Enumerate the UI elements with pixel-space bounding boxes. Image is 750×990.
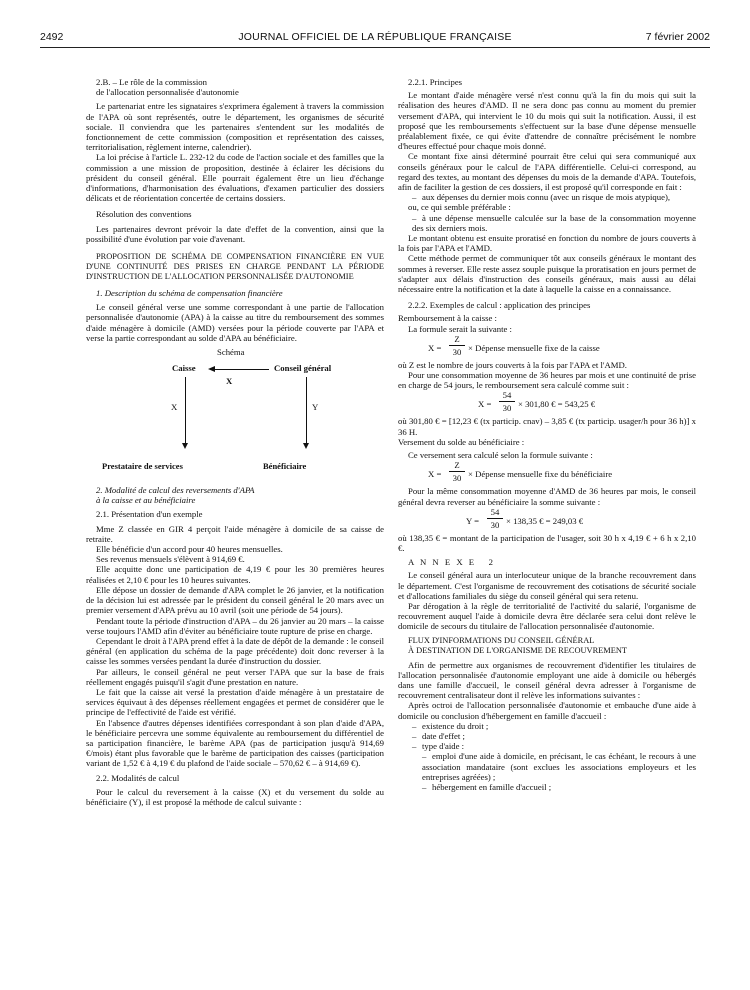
paragraph: Cependant le droit à l'APA prend effet à la date de dépôt de la demande : le conseil général (en application du schéma de la page précédente) doit donc reverser à la caisse les sommes versées pendant la durée d'instruction du dossier.: [86, 635, 384, 667]
paragraph: La formule serait la suivante :: [408, 323, 512, 334]
section-title: 2.2. Modalités de calcul: [96, 772, 180, 783]
formula: Y = 54 30 × 138,35 € = 249,03 €: [466, 506, 584, 530]
section-title: à la caisse et au bénéficiaire: [96, 495, 196, 506]
section-title: Résolution des conventions: [96, 209, 192, 220]
paragraph: Elle dépose un dossier de demande d'APA complet le 26 janvier, et la notification de la décision lui est adressée par le président du conseil général le 20 mars avec un premier versement d'APA prévu au 10 avril (soit une période de 54 jours).: [86, 584, 384, 616]
list-item: – emploi d'une aide à domicile, en précisant, le cas échéant, le recours à une association mandataire (sont exclues les associations employeurs et les entreprises agréées) ;: [422, 751, 696, 782]
section-title: 2.2.2. Exemples de calcul : application des principes: [408, 300, 591, 311]
journal-title: JOURNAL OFFICIEL DE LA RÉPUBLIQUE FRANÇAISE: [238, 31, 512, 43]
paragraph: Afin de permettre aux organismes de recouvrement d'identifier les titulaires de l'allocation personnalisée d'autonomie employant une aide à domicile ou hébergés dans une famille d'accueil, le conseil général devra adresser à l'organisme de recouvrement centralisateur dont il relève les informations suivantes :: [398, 659, 696, 701]
schema-caisse: Caisse: [172, 363, 196, 374]
paragraph: Ce versement sera calculé selon la formule suivante :: [408, 450, 593, 461]
left-column: [86, 77, 384, 807]
paragraph: Pour la même consommation moyenne d'AMD de 36 heures par mois, le conseil général devra reverser au bénéficiaire la somme suivante :: [398, 486, 696, 507]
fraction: Z 30: [449, 460, 465, 483]
paragraph: où 138,35 € = montant de la participation de l'usager, soit 30 h x 4,19 € + 6 h x 2,10 €.: [398, 532, 696, 553]
section-title: 2.2.1. Principes: [408, 77, 463, 87]
paragraph: où Z est le nombre de jours couverts à la fois par l'APA et l'AMD.: [398, 359, 627, 370]
page-header: [40, 28, 710, 46]
section-title: FLUX D'INFORMATIONS DU CONSEIL GÉNÉRAL: [408, 635, 595, 645]
fraction: 54 30: [499, 390, 515, 413]
publication-date: 7 février 2002: [645, 31, 710, 43]
list-item: – type d'aide :: [412, 741, 465, 752]
list-item: – date d'effet ;: [412, 730, 465, 741]
section-title: 1. Description du schéma de compensation financière: [96, 288, 283, 299]
arrow-down-icon: [303, 443, 309, 449]
list-item: – hébergement en famille d'accueil ;: [422, 781, 552, 792]
schema-y-right: Y: [312, 402, 319, 413]
paragraph: Elle bénéficie d'un accord pour 40 heures mensuelles.: [96, 544, 283, 555]
section-title: de l'allocation personnalisée d'autonomie: [96, 87, 239, 98]
formula: X = Z 30 × Dépense mensuelle fixe du bénéficiaire: [428, 460, 613, 484]
compensation-schema: [86, 347, 384, 485]
fraction: 54 30: [487, 507, 503, 530]
paragraph: En l'absence d'autres dépenses identifiées correspondant à son plan d'aide d'APA, le bénéficiaire percevra une somme équivalente au remboursement du différentiel de sa participation financière, le barème APA (pas de participation jusqu'à 914,69 €/mois) étant plus favorable que le barème de participation des caisses (participation variant de 1,52 € à 4,19 € du plafond de l'aide sociale – 570,62 € – à 914,69 €).: [86, 717, 384, 769]
paragraph: Pendant toute la période d'instruction d'APA – du 26 janvier au 20 mars – la caisse verse toujours l'AMD afin d'éviter au bénéficiaire toute rupture de prise en charge.: [86, 615, 384, 636]
right-column: [398, 77, 696, 792]
paragraph: Par ailleurs, le conseil général ne peut verser l'APA que sur la base de frais réellement engagés puisqu'il s'agit d'une prestation en nature.: [86, 666, 384, 687]
subheading: Remboursement à la caisse :: [398, 313, 497, 324]
paragraph: Ses revenus mensuels s'élèvent à 914,69 €.: [96, 554, 245, 565]
paragraph: ou, ce qui semble préférable :: [408, 202, 511, 213]
arrow-down-icon: [182, 443, 188, 449]
paragraph: Le conseil général aura un interlocuteur unique de la branche recouvrement dans le département. C'est l'organisme de recouvrement des cotisations de sécurité sociale et d'allocations familiales du siège du conseil général qui sera retenu.: [398, 570, 696, 601]
section-title: 2.B. – Le rôle de la commission: [96, 77, 207, 87]
paragraph: La loi précise à l'article L. 232-12 du code de l'action sociale et des familles que la commission a une mission de proposition, destinée à éclairer les décisions du président du conseil général. Elle pourrait également être un lieu d'échange d'informations, d'harmonisation des évaluations, d'examen particulier des dossiers délicats et de réorientation concertée de certains dossiers.: [86, 152, 384, 204]
paragraph: Ce montant fixe ainsi déterminé pourrait être celui qui sera communiqué aux conseils généraux pour le calcul de l'APA différentielle. Celui-ci correspond, au regard des textes, au montant des dépenses du mois de la demande d'APA. Toutefois, afin de faciliter la gestion de ces dossiers, il est proposé qu'il corresponde en fait :: [398, 151, 696, 193]
paragraph: Elle acquitte donc une participation de 4,19 € pour les 30 premières heures réalisées et 2,10 € pour les 10 heures suivantes.: [86, 564, 384, 585]
schema-conseil: Conseil général: [274, 363, 332, 374]
paragraph: Pour le calcul du reversement à la caisse (X) et du versement du solde au bénéficiaire (Y), il est proposé la méthode de calcul suivante :: [86, 786, 384, 807]
schema-line: [185, 377, 186, 443]
schema-title: Schéma: [217, 347, 245, 358]
paragraph: Après octroi de l'allocation personnalisée d'autonomie et embauche d'une aide à domicile ou conclusion d'hébergement en famille d'accueil :: [398, 700, 696, 721]
section-title: À DESTINATION DE L'ORGANISME DE RECOUVREMENT: [408, 645, 628, 655]
fraction: Z 30: [449, 334, 465, 357]
paragraph: Le partenariat entre les signataires s'exprimera également à travers la commission de l'APA où sont représentés, outre le département, les organismes de sécurité sociale. Il conviendra que les partenaires s'entendent sur les modalités de fonctionnement de cette commission (composition et représentation des caisses, territorialisation, règlement interne, calendrier).: [86, 101, 384, 153]
subheading: Versement du solde au bénéficiaire :: [398, 436, 525, 447]
formula: X = 54 30 × 301,80 € = 543,25 €: [478, 390, 596, 414]
paragraph: Le conseil général verse une somme correspondant à une partie de l'allocation personnalisée d'autonomie (APA) à la caisse au titre du remboursement des sommes d'aide ménagère à domicile (AMD) versées pour la période couverte par l'APA et verse la partie correspondant au solde d'APA au bénéficiaire.: [86, 302, 384, 343]
paragraph: Le montant obtenu est ensuite proratisé en fonction du nombre de jours couverts à la fois par l'APA et l'AMD.: [398, 233, 696, 254]
formula: X = Z 30 × Dépense mensuelle fixe de la caisse: [428, 333, 600, 357]
schema-x-mid: X: [226, 376, 233, 387]
annexe-title: A N N E X E 2: [408, 557, 495, 568]
schema-x-left: X: [171, 402, 178, 413]
paragraph: Le fait que la caisse ait versé la prestation d'aide ménagère à un prestataire de services équivaut à des dépenses réellement engagées et permet de considérer que le principe de l'effectivité de l'aide est vérifié.: [86, 686, 384, 718]
paragraph: Mme Z classée en GIR 4 perçoit l'aide ménagère à domicile de sa caisse de retraite.: [86, 523, 384, 544]
paragraph: Pour une consommation moyenne de 36 heures par mois et une continuité de prise en charge de 54 jours, le remboursement sera calculé comme suit :: [398, 370, 696, 391]
paragraph: Les partenaires devront prévoir la date d'effet de la convention, ainsi que la possibilité d'une évolution par voie d'avenant.: [86, 223, 384, 244]
schema-line: [306, 377, 307, 443]
schema-prestataire: Prestataire de services: [102, 461, 183, 472]
header-rule: [40, 47, 710, 48]
paragraph: Le montant d'aide ménagère versé n'est connu qu'à la fin du mois qui suit la réalisation des heures d'AMD. Il ne sera donc pas connu au moment du premier versement d'APA, qui intervient le 10 du mois qui suit la notification. Aussi, il est proposé que les remboursements s'effectuent sur la base d'une dépense mensuelle préalablement fixée, ce qui évite d'attendre de connaître précisément le nombre d'heures effectué pour chaque mois donné.: [398, 90, 696, 152]
schema-line: [214, 369, 269, 370]
list-item: – à une dépense mensuelle calculée sur la base de la consommation moyenne des six derniers mois.: [412, 212, 696, 233]
page-number: 2492: [40, 31, 64, 43]
list-item: – aux dépenses du dernier mois connu (avec un risque de mois atypique),: [412, 192, 671, 203]
paragraph: Par dérogation à la règle de territorialité de l'activité du salarié, l'organisme de recouvrement auquel l'aide à domicile devra être déclarée sera celui dont relève le domicile de secours du titulaire de l'allocation personnalisée d'autonomie.: [398, 600, 696, 632]
list-item: – existence du droit ;: [412, 720, 489, 731]
paragraph: où 301,80 € = [12,23 € (tx particip. cnav) – 3,85 € (tx particip. usager/h pour 36 h)] x 36 H.: [398, 416, 696, 437]
schema-beneficiaire: Bénéficiaire: [263, 461, 307, 472]
proposal-title: PROPOSITION DE SCHÉMA DE COMPENSATION FINANCIÈRE EN VUE D'UNE CONTINUITÉ DES PRISES EN CHARGE PENDANT LA PÉRIODE D'INSTRUCTION DE L'ALLOCATION PERSONNALISÉE D'AUTONOMIE: [86, 252, 384, 282]
paragraph: Cette méthode permet de communiquer tôt aux conseils généraux le montant des sommes à reverser. Elle reste assez souple puisque la proratisation en jours permet de s'adapter aux délais d'instruction des conseils généraux, mais aussi au délai nécessaire entre la notification et la date à laquelle la caisse en a connaissance.: [398, 253, 696, 295]
section-title: 2. Modalité de calcul des reversements d'APA: [96, 485, 255, 496]
section-title: 2.1. Présentation d'un exemple: [96, 509, 203, 520]
